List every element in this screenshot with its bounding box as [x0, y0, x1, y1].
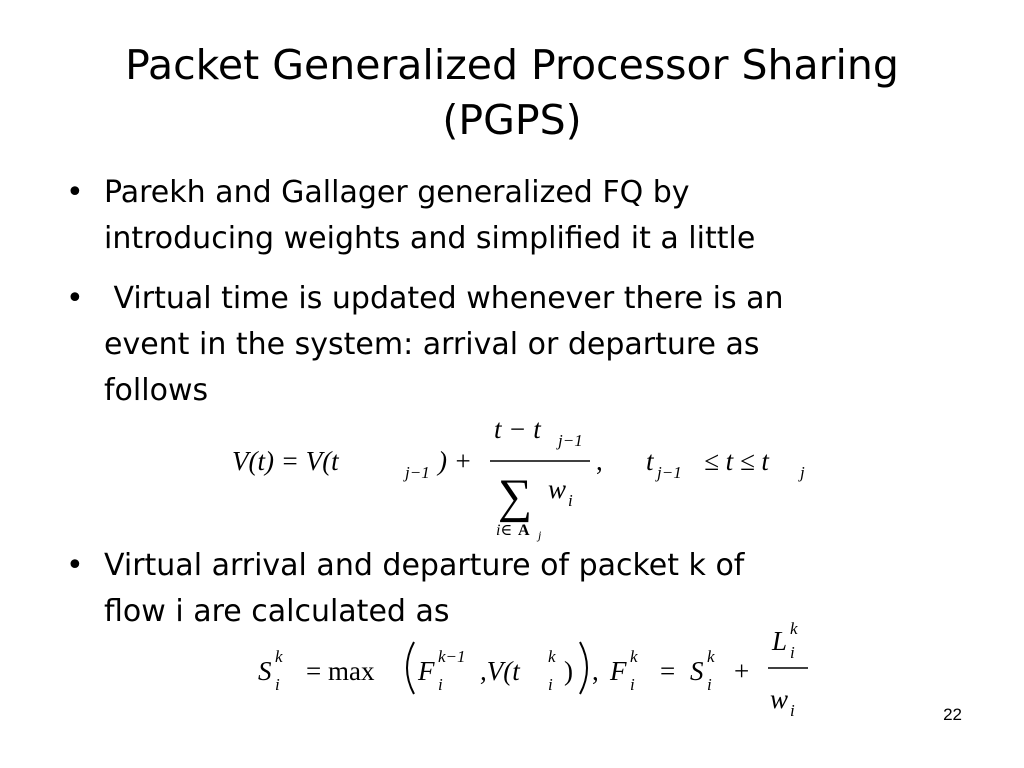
formula-lhs: V(t) = V(t: [232, 446, 339, 476]
formula-comma: ,: [596, 446, 603, 476]
formula-numerator-subscript: j−1: [558, 431, 583, 450]
formula-sub-i: i: [630, 675, 635, 694]
formula-sub-i: i: [548, 675, 553, 694]
big-right-paren: [580, 642, 587, 694]
formula-sup-k: k: [548, 647, 556, 666]
formula-comma: ,: [592, 656, 599, 686]
big-left-paren: [407, 642, 414, 694]
slide-title: [30, 38, 994, 148]
bullet-item-2: [66, 276, 966, 414]
formula-denominator-sub: i: [568, 491, 573, 510]
sum-index-j: j: [538, 528, 542, 542]
formula-S: S: [258, 656, 272, 686]
bullet-line: event in the system: arrival or departure as: [104, 327, 760, 362]
formula-sub-i: i: [790, 701, 795, 720]
bullet-line: flow i are calculated as: [104, 594, 450, 629]
formula-eq: =: [660, 656, 676, 686]
bullet-marker: •: [66, 548, 84, 583]
range-operators: ≤ t ≤ t: [704, 446, 769, 476]
slide-title-line-2: (PGPS): [442, 96, 582, 144]
page-number: 22: [943, 705, 962, 724]
sum-symbol: ∑: [498, 470, 533, 523]
formula-sub-i: i: [707, 675, 712, 694]
formula-sub-i: i: [438, 675, 443, 694]
bullet-line: introducing weights and simplified it a little: [104, 221, 756, 256]
formula-lhs-subscript: j−1: [405, 463, 430, 482]
formula-denominator-var: w: [548, 474, 567, 504]
bullet-line: Virtual arrival and departure of packet k of: [104, 548, 745, 583]
formula-virtual: ,V(t: [480, 656, 520, 686]
arrival-departure-formula: [258, 620, 818, 730]
formula-sup-k: k: [707, 647, 715, 666]
bullet-text: [104, 276, 966, 414]
bullet-line: Virtual time is updated whenever there is an: [104, 281, 784, 316]
formula-F: F: [418, 656, 435, 686]
formula-L: L: [772, 626, 788, 656]
bullet-marker: •: [66, 175, 84, 210]
formula-sup-km1: k−1: [438, 647, 466, 666]
formula-plus: +: [734, 656, 750, 686]
formula-numerator: t − t: [494, 414, 541, 444]
formula-sup-k: k: [630, 647, 638, 666]
virtual-time-formula: [232, 410, 822, 540]
bullet-line: follows: [104, 373, 209, 408]
formula-F: F: [610, 656, 627, 686]
formula-sup-k: k: [275, 647, 283, 666]
formula-close-paren: ): [564, 656, 573, 686]
range-t: t: [646, 446, 654, 476]
sum-index-A: A: [518, 522, 530, 539]
formula-lhs-close: ) +: [438, 446, 472, 476]
sum-index-i: i∈: [496, 522, 513, 539]
range-end-subscript: j: [800, 463, 805, 482]
formula-eq-max: = max: [306, 656, 375, 686]
formula-w: w: [770, 684, 789, 714]
slide-title-line-1: Packet Generalized Processor Sharing: [125, 41, 899, 89]
formula-sub-i: i: [275, 675, 280, 694]
bullet-line: Parekh and Gallager generalized FQ by: [104, 175, 690, 210]
range-t-subscript: j−1: [657, 463, 682, 482]
formula-sub-i: i: [790, 643, 795, 662]
formula-sup-k: k: [790, 619, 798, 638]
bullet-item-1: [66, 170, 966, 262]
formula-S: S: [690, 656, 704, 686]
bullet-text: [104, 170, 966, 262]
bullet-marker: •: [66, 281, 84, 316]
